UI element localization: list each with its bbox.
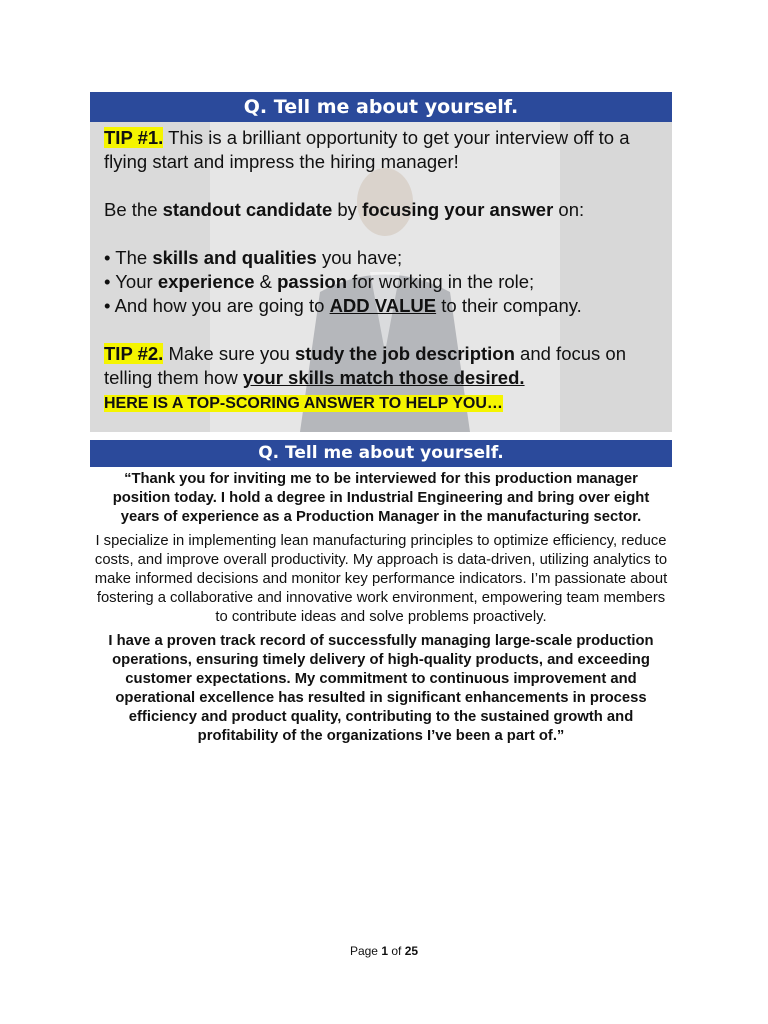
bullet-bold: experience — [157, 271, 255, 292]
tip1-text: This is a brilliant opportunity to get your interview off to a flying start and impress the hiring manager! — [104, 127, 630, 172]
footer-page-number: 1 — [381, 944, 388, 958]
bullet-mid: & — [254, 271, 278, 292]
tips-panel-body — [90, 122, 672, 432]
answer-paragraph-2: I specialize in implementing lean manufacturing principles to optimize efficiency, reduce costs, and improve overall productivity. My approach is data-driven, utilizing analytics to make informed decisions and monitor key performance indicators. I’m passionate about fostering a collaborative and innovative work environment, empowering team members to contribute ideas and solve problems proactively. — [94, 533, 668, 625]
bullet-post: to their company. — [436, 295, 582, 316]
footer-page-label: Page — [349, 944, 382, 958]
bullet-pre: • The — [104, 247, 153, 268]
answer-panel — [90, 440, 672, 774]
bullet-bold: skills and qualities — [152, 247, 317, 268]
bullet-item — [104, 294, 658, 318]
answer-panel-title: Q. Tell me about yourself. — [90, 440, 672, 467]
tip2-mid: and focus on telling them how — [104, 343, 626, 388]
bullet-bold-2: passion — [277, 271, 348, 292]
focus-pre: Be the — [104, 199, 163, 220]
bullet-pre: • And how you are going to — [104, 295, 330, 316]
focus-line — [104, 198, 658, 222]
bullet-post: for working in the role; — [347, 271, 535, 292]
bullet-underlined: ADD VALUE — [329, 295, 437, 316]
tip2-underlined: your skills match those desired. — [242, 367, 525, 388]
footer-of: of — [388, 944, 405, 958]
focus-bold-1: standout candidate — [162, 199, 333, 220]
answer-paragraph-3: I have a proven track record of successfully managing large-scale production operations, ensuring timely delivery of high-quality products, and exceeding customer expectations. My commitment to continuous improvement and operational excellence has resulted in significant enhancements in process efficiency and product quality, contributing to the sustained growth and profitability of the organizations I’ve been a part of.” — [108, 633, 654, 744]
footer-total-pages: 25 — [404, 944, 419, 958]
tip2-bold: study the job description — [294, 343, 515, 364]
page-footer — [0, 944, 768, 958]
tip1 — [104, 126, 658, 174]
tips-text — [90, 122, 672, 416]
focus-bold-2: focusing your answer — [362, 199, 554, 220]
focus-mid: by — [332, 199, 363, 220]
focus-post: on: — [553, 199, 585, 220]
answer-paragraph-1: “Thank you for inviting me to be interviewed for this production manager position today. I hold a degree in Industrial Engineering and bring over eight years of experience as a Production Manager in the manufacturing sector. — [112, 471, 650, 525]
bullet-item — [104, 270, 658, 294]
tip1-label: TIP #1. — [104, 127, 164, 148]
tips-panel — [90, 92, 672, 432]
cta-text: HERE IS A TOP-SCORING ANSWER TO HELP YOU… — [104, 395, 503, 412]
bullet-post: you have; — [316, 247, 403, 268]
tip2-pre: Make sure you — [163, 343, 295, 364]
tip2-label: TIP #2. — [104, 343, 164, 364]
bullet-pre: • Your — [104, 271, 158, 292]
answer-body — [90, 467, 672, 746]
tip2 — [104, 342, 658, 390]
bullet-item — [104, 246, 658, 270]
tips-panel-title: Q. Tell me about yourself. — [90, 92, 672, 122]
